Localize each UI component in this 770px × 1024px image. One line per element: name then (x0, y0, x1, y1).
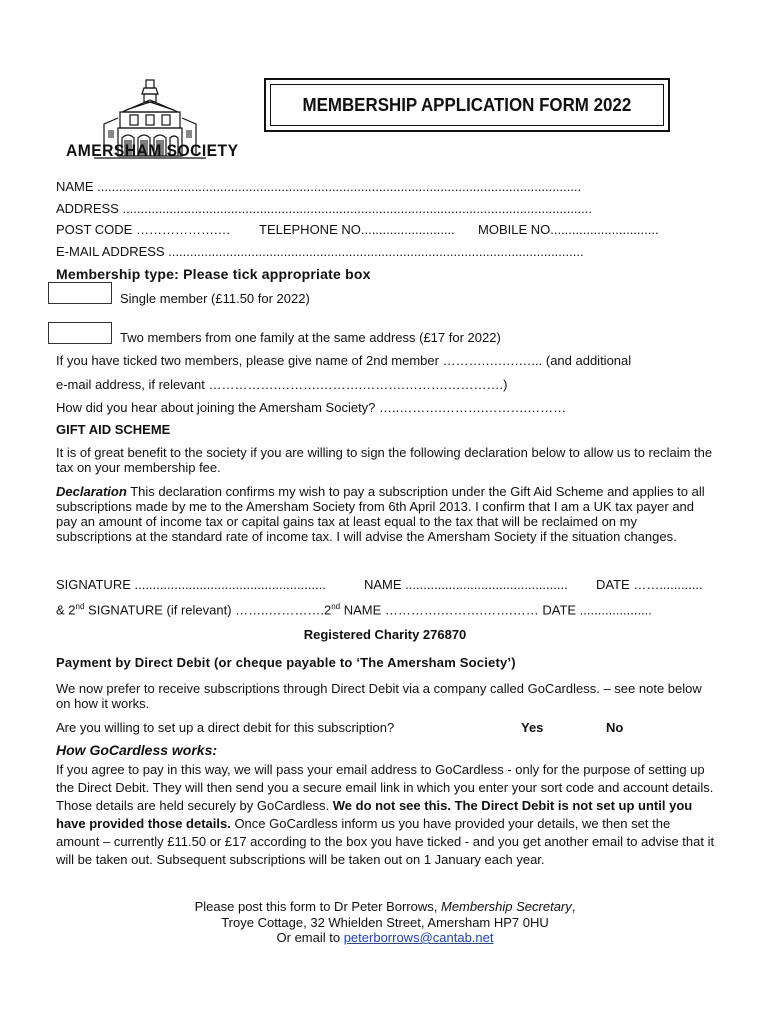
single-member-label: Single member (£11.50 for 2022) (120, 291, 310, 306)
footer-line-3 (0, 930, 770, 945)
gocardless-p2: Once GoCardless inform us you have provided your details, we then set the amount – currently £11.50 or £17 according to the box you have ticked - and you get another email to advise that it will be taken out. Subsequent subscriptions will be taken out on 1 January each year. (56, 816, 715, 867)
footer-suffix: , (571, 899, 576, 914)
declaration-label: Declaration (56, 484, 127, 499)
signature-name-field[interactable]: NAME ............................................. (364, 577, 568, 592)
gocardless-heading: How GoCardless works: (56, 742, 218, 758)
footer-email-prefix: Or email to (276, 930, 344, 945)
footer-email-link[interactable]: peterborrows@cantab.net (343, 930, 494, 945)
gocardless-text (56, 761, 716, 869)
gocardless-bold: We do not see this. The Direct Debit is not set up until you have provided those details. (56, 798, 693, 831)
mobile-field[interactable]: MOBILE NO.............................. (478, 222, 659, 237)
yes-option[interactable]: Yes (521, 720, 544, 735)
footer-line-2: Troye Cottage, 32 Whielden Street, Amersham HP7 0HU (221, 915, 549, 930)
society-name: AMERSHAM SOCIETY (66, 141, 239, 160)
direct-debit-question: Are you willing to set up a direct debit for this subscription? (56, 720, 395, 735)
payment-heading: Payment by Direct Debit (or cheque payable to ‘The Amersham Society’) (56, 655, 516, 670)
second-signature-text: SIGNATURE (if relevant) ……..………….2 (84, 602, 332, 618)
membership-heading: Membership type: Please tick appropriate box (56, 266, 371, 282)
form-title-box (264, 78, 670, 132)
footer-line-1 (0, 899, 770, 914)
gocardless-p1: If you agree to pay in this way, we will pass your email address to GoCardless - only for the purpose of setting up the Direct Debit. They will then send you a secure email link in which you enter your sort code and account details. Those details are held securely by GoCardless. (56, 762, 714, 813)
name-field[interactable]: NAME ...................................................................................................................................... (56, 179, 582, 194)
signature-field[interactable]: SIGNATURE ..................................................... (56, 577, 326, 592)
payment-intro: We now prefer to receive subscriptions through Direct Debit via a company called GoCardless. – see note below on how it works. (56, 681, 702, 711)
gift-aid-heading: GIFT AID SCHEME (56, 422, 171, 437)
second-email-field[interactable]: e-mail address, if relevant …………….……….……….……….……….………….) (56, 377, 508, 392)
two-members-checkbox[interactable] (48, 322, 112, 344)
second-member-field[interactable]: If you have ticked two members, please give name of 2nd member ……….….….…... (and additional (56, 353, 632, 368)
second-signature-prefix: & 2 (56, 602, 76, 618)
registered-charity: Registered Charity 276870 (303, 627, 467, 642)
second-name-date-text: NAME ………….……….…….…… DATE .................... (340, 602, 652, 618)
form-title: MEMBERSHIP APPLICATION FORM 2022 (302, 94, 632, 115)
gift-aid-declaration (56, 484, 716, 544)
footer-prefix: Please post this form to Dr Peter Borrows, (194, 899, 441, 914)
single-member-checkbox[interactable] (48, 282, 112, 304)
footer-role: Membership Secretary (440, 899, 572, 914)
address-field[interactable]: ADDRESS .................................................................................................................................. (56, 201, 592, 216)
declaration-text: This declaration confirms my wish to pay a subscription under the Gift Aid Scheme and applies to all subscriptions made by me to the Amersham Society from 6th April 2013. I confirm that I am a UK tax payer and pay an amount of income tax or capital gains tax at least equal to the tax that will be reclaimed on my subscriptions at the standard rate of income tax. I will advise the Amersham Society if the situation changes. (56, 484, 705, 544)
second-signature-line[interactable] (56, 602, 652, 617)
how-heard-field[interactable]: How did you hear about joining the Amersham Society? …..……….……….……….……… (56, 400, 567, 415)
form-title-inner (270, 84, 664, 126)
gift-aid-intro: It is of great benefit to the society if you are willing to sign the following declaration below to allow us to reclaim the tax on your membership fee. (56, 445, 713, 475)
no-option[interactable]: No (606, 720, 624, 735)
email-field[interactable]: E-MAIL ADDRESS ................................................................................................................... (56, 244, 584, 259)
telephone-field[interactable]: TELEPHONE NO.......................... (259, 222, 455, 237)
two-members-label: Two members from one family at the same address (£17 for 2022) (120, 330, 501, 345)
signature-date-field[interactable]: DATE ……............ (596, 577, 703, 592)
second-signature-sup: nd (75, 602, 85, 611)
post-code-field[interactable]: POST CODE ……………….… (56, 222, 231, 237)
second-name-sup: nd (331, 602, 341, 611)
